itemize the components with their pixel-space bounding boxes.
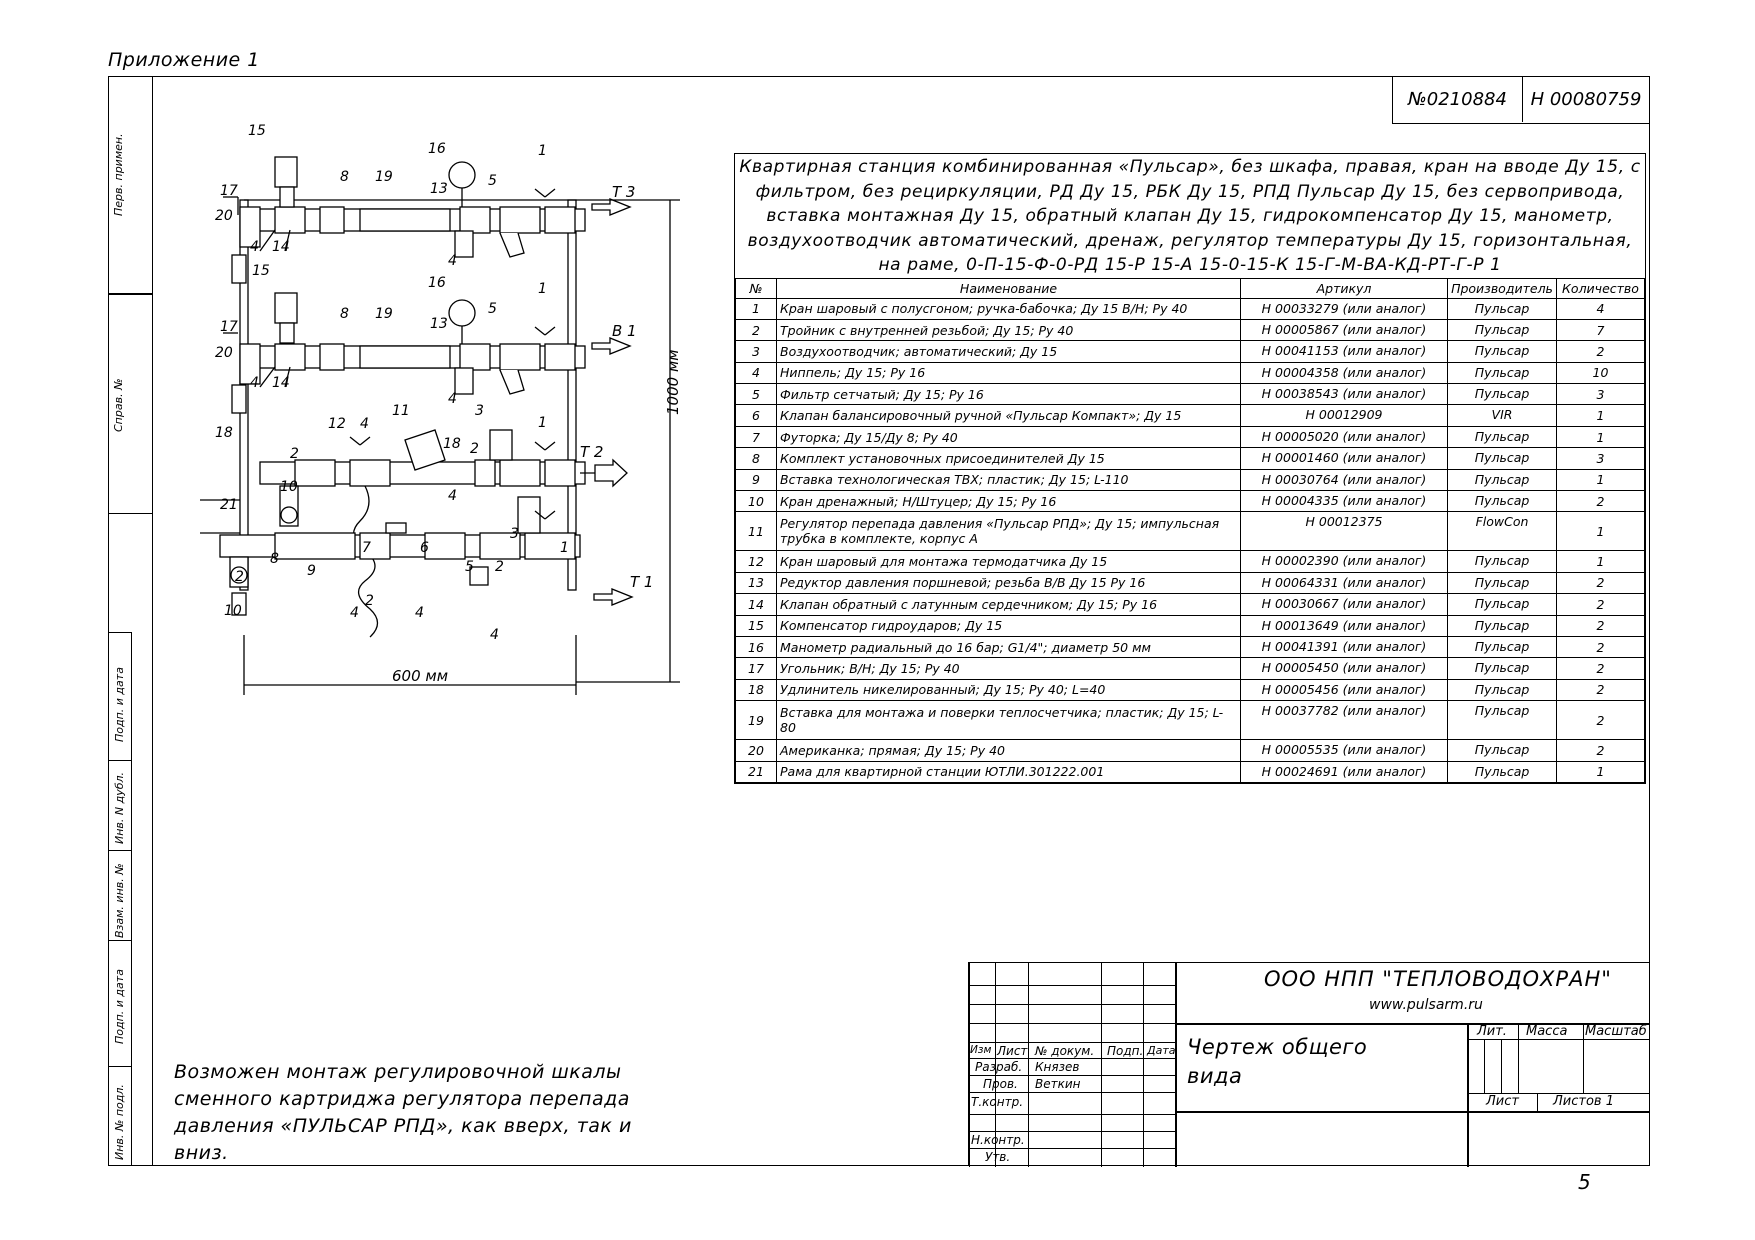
part-qty: 3 [1557, 384, 1645, 405]
part-name: Компенсатор гидроударов; Ду 15 [777, 615, 1241, 636]
table-row [736, 761, 1645, 782]
parts-table [735, 278, 1645, 783]
callout-13-a: 13 [430, 181, 448, 197]
station-drawing [200, 115, 710, 695]
flow-label-t3: Т 3 [612, 183, 636, 201]
part-article: Н 00038543 (или аналог) [1241, 384, 1448, 405]
part-name: Регулятор перепада давления «Пульсар РПД»; Ду 15; импульсная трубка в комплекте, корпус А [777, 512, 1241, 551]
row-num: 6 [736, 405, 777, 426]
part-article: Н 00005020 (или аналог) [1241, 426, 1448, 447]
callout-1-b: 1 [538, 281, 547, 297]
part-article: Н 00013649 (или аналог) [1241, 615, 1448, 636]
part-qty: 1 [1557, 469, 1645, 490]
part-article: Н 00005450 (или аналог) [1241, 658, 1448, 679]
callout-4-b: 4 [448, 253, 457, 269]
part-name: Комплект установочных присоединителей Ду 15 [777, 448, 1241, 469]
part-article: Н 00004358 (или аналог) [1241, 362, 1448, 383]
part-qty: 2 [1557, 594, 1645, 615]
list-label: Лист [1486, 1094, 1519, 1109]
callout-19-a: 19 [375, 169, 393, 185]
row-num: 17 [736, 658, 777, 679]
callout-13-b: 13 [430, 316, 448, 332]
callout-20-b: 20 [215, 345, 233, 361]
callout-4-a: 4 [250, 239, 259, 255]
part-qty: 4 [1557, 298, 1645, 319]
part-qty: 2 [1557, 572, 1645, 593]
table-row [736, 298, 1645, 319]
part-qty: 10 [1557, 362, 1645, 383]
table-row [736, 594, 1645, 615]
callout-3-a: 3 [475, 403, 484, 419]
part-qty: 2 [1557, 615, 1645, 636]
row-num: 21 [736, 761, 777, 782]
callout-7: 7 [362, 540, 371, 556]
row-num: 12 [736, 551, 777, 572]
doc-title-line2: вида [1187, 1064, 1243, 1088]
callout-4-g: 4 [448, 488, 457, 504]
part-qty: 2 [1557, 341, 1645, 362]
part-name: Рама для квартирной станции ЮТЛИ.301222.001 [777, 761, 1241, 782]
listov-label: Листов 1 [1553, 1094, 1614, 1109]
part-article: Н 00041391 (или аналог) [1241, 636, 1448, 657]
callout-18-a: 18 [215, 425, 233, 441]
table-row [736, 551, 1645, 572]
part-qty: 2 [1557, 491, 1645, 512]
col-izm: Изм [970, 1044, 992, 1056]
part-name: Вставка технологическая ТВХ; пластик; Ду 15; L-110 [777, 469, 1241, 490]
table-row [736, 384, 1645, 405]
callout-1-c: 1 [538, 415, 547, 431]
spine-label-podp2: Подп. и дата [113, 969, 126, 1044]
part-name: Удлинитель никелированный; Ду 15; Ру 40; L=40 [777, 679, 1241, 700]
part-qty: 1 [1557, 512, 1645, 551]
part-name: Вставка для монтажа и поверки теплосчетчика; пластик; Ду 15; L-80 [777, 701, 1241, 740]
row-num: 9 [736, 469, 777, 490]
part-qty: 1 [1557, 551, 1645, 572]
table-row [736, 362, 1645, 383]
part-manufacturer: Пульсар [1448, 615, 1557, 636]
col-list: Лист [997, 1044, 1028, 1058]
callout-14-b: 14 [272, 375, 290, 391]
callout-4-f: 4 [360, 416, 369, 432]
part-article: Н 00064331 (или аналог) [1241, 572, 1448, 593]
callout-2-c: 2 [495, 559, 504, 575]
row-num: 13 [736, 572, 777, 593]
part-qty: 1 [1557, 761, 1645, 782]
part-article: Н 00005535 (или аналог) [1241, 740, 1448, 761]
callout-21: 21 [220, 497, 238, 513]
part-qty: 3 [1557, 448, 1645, 469]
table-row [736, 319, 1645, 340]
part-manufacturer: Пульсар [1448, 491, 1557, 512]
part-manufacturer: Пульсар [1448, 426, 1557, 447]
callout-15-b: 15 [252, 263, 270, 279]
callout-6: 6 [420, 540, 429, 556]
callout-17-a: 17 [220, 183, 238, 199]
part-article: Н 00005867 (или аналог) [1241, 319, 1448, 340]
part-name: Ниппель; Ду 15; Ру 16 [777, 362, 1241, 383]
nkontr-label: Н.контр. [971, 1133, 1025, 1147]
row-num: 1 [736, 298, 777, 319]
part-qty: 2 [1557, 740, 1645, 761]
prov-label: Пров. [983, 1077, 1018, 1091]
callout-16-b: 16 [428, 275, 446, 291]
callout-5-b: 5 [488, 301, 497, 317]
part-manufacturer: Пульсар [1448, 469, 1557, 490]
appendix-label: Приложение 1 [108, 49, 260, 71]
col-header-article: Артикул [1241, 278, 1448, 298]
row-num: 4 [736, 362, 777, 383]
part-manufacturer: VIR [1448, 405, 1557, 426]
part-manufacturer: Пульсар [1448, 384, 1557, 405]
callout-18-b: 18 [443, 436, 461, 452]
part-qty: 7 [1557, 319, 1645, 340]
part-article: Н 00004335 (или аналог) [1241, 491, 1448, 512]
table-row [736, 740, 1645, 761]
spec-block [734, 153, 1646, 784]
part-name: Редуктор давления поршневой; резьба В/В Ду 15 Ру 16 [777, 572, 1241, 593]
stamp-code: Н 00080759 [1530, 88, 1642, 110]
flow-label-t2: Т 2 [580, 443, 604, 461]
callout-2-b: 2 [470, 441, 479, 457]
part-name: Манометр радиальный до 16 бар; G1/4"; диаметр 50 мм [777, 636, 1241, 657]
table-row [736, 636, 1645, 657]
part-manufacturer: Пульсар [1448, 740, 1557, 761]
page-number: 5 [1578, 1170, 1591, 1194]
row-num: 10 [736, 491, 777, 512]
col-docnum: № докум. [1035, 1044, 1095, 1058]
spine-label-inv-dubl: Инв. N дубл. [113, 771, 126, 844]
callout-10-a: 10 [280, 479, 298, 495]
top-stamp [1392, 76, 1650, 124]
table-header-row [736, 278, 1645, 298]
callout-4-i: 4 [415, 605, 424, 621]
part-article: Н 00005456 (или аналог) [1241, 679, 1448, 700]
callout-4-d: 4 [250, 375, 259, 391]
part-name: Кран дренажный; Н/Штуцер; Ду 15; Ру 16 [777, 491, 1241, 512]
row-num: 2 [736, 319, 777, 340]
part-manufacturer: Пульсар [1448, 362, 1557, 383]
masshtab-label: Масштаб [1585, 1024, 1647, 1039]
callout-11: 11 [392, 403, 410, 419]
prov-name: Веткин [1035, 1077, 1081, 1091]
callout-4-j: 4 [490, 627, 499, 643]
table-row [736, 701, 1645, 740]
table-row [736, 448, 1645, 469]
part-article: Н 00001460 (или аналог) [1241, 448, 1448, 469]
row-num: 8 [736, 448, 777, 469]
table-row [736, 491, 1645, 512]
part-manufacturer: Пульсар [1448, 319, 1557, 340]
part-article: Н 00024691 (или аналог) [1241, 761, 1448, 782]
spec-title: Квартирная станция комбинированная «Пульсар», без шкафа, правая, кран на вводе Ду 15, с фильтром, без рециркуляции, РД Ду 15, РБК Ду 15, РПД Пульсар Ду 15, без сервопривода, вставка монтажная Ду 15, обратный клапан Ду 15, гидрокомпенсатор Ду 15, манометр, воздухоотводчик автоматический, дренаж, регулятор температуры Ду 15, горизонтальная, на раме, 0-П-15-Ф-0-РД 15-Р 15-А 15-0-15-К 15-Г-М-ВА-КД-РТ-Г-Р 1 [739, 157, 1641, 275]
part-manufacturer: Пульсар [1448, 594, 1557, 615]
part-manufacturer: FlowCon [1448, 512, 1557, 551]
table-row [736, 469, 1645, 490]
part-name: Клапан обратный с латунным сердечником; Ду 15; Ру 16 [777, 594, 1241, 615]
row-num: 15 [736, 615, 777, 636]
callout-8-b: 8 [340, 306, 349, 322]
row-num: 11 [736, 512, 777, 551]
part-qty: 1 [1557, 405, 1645, 426]
callout-10-b: 10 [224, 603, 242, 619]
part-qty: 1 [1557, 426, 1645, 447]
part-name: Угольник; В/Н; Ду 15; Ру 40 [777, 658, 1241, 679]
spine-label-perv: Перв. примен. [112, 133, 125, 216]
row-num: 19 [736, 701, 777, 740]
part-manufacturer: Пульсар [1448, 551, 1557, 572]
part-article: Н 00030764 (или аналог) [1241, 469, 1448, 490]
callout-4-h: 4 [350, 605, 359, 621]
tkontr-label: Т.контр. [971, 1095, 1024, 1109]
part-name: Фильтр сетчатый; Ду 15; Ру 16 [777, 384, 1241, 405]
part-article: Н 00012375 [1241, 512, 1448, 551]
callout-19-b: 19 [375, 306, 393, 322]
part-manufacturer: Пульсар [1448, 341, 1557, 362]
part-name: Кран шаровый с полусгоном; ручка-бабочка; Ду 15 В/Н; Ру 40 [777, 298, 1241, 319]
part-name: Кран шаровый для монтажа термодатчика Ду 15 [777, 551, 1241, 572]
utv-label: Утв. [985, 1150, 1011, 1164]
part-manufacturer: Пульсар [1448, 701, 1557, 740]
callout-4-e: 4 [448, 391, 457, 407]
doc-title-line1: Чертеж общего [1187, 1035, 1368, 1059]
col-header-qty: Количество [1557, 278, 1645, 298]
callout-2-d: 2 [235, 569, 244, 585]
company-name: ООО НПП "ТЕПЛОВОДОХРАН" [1264, 967, 1612, 991]
massa-label: Масса [1526, 1024, 1568, 1039]
part-article: Н 00041153 (или аналог) [1241, 341, 1448, 362]
row-num: 3 [736, 341, 777, 362]
part-article: Н 00033279 (или аналог) [1241, 298, 1448, 319]
col-date: Дата [1147, 1044, 1176, 1057]
flow-label-v1: В 1 [612, 322, 637, 340]
callout-2-a: 2 [290, 446, 299, 462]
table-row [736, 426, 1645, 447]
row-num: 7 [736, 426, 777, 447]
part-article: Н 00037782 (или аналог) [1241, 701, 1448, 740]
col-podp: Подп. [1107, 1044, 1144, 1058]
part-manufacturer: Пульсар [1448, 298, 1557, 319]
part-name: Тройник с внутренней резьбой; Ду 15; Ру 40 [777, 319, 1241, 340]
part-qty: 2 [1557, 636, 1645, 657]
callout-15-a: 15 [248, 123, 266, 139]
part-qty: 2 [1557, 658, 1645, 679]
spine-label-vzam: Взам. инв. № [113, 863, 126, 938]
part-name: Футорка; Ду 15/Ду 8; Ру 40 [777, 426, 1241, 447]
callout-14-a: 14 [272, 239, 290, 255]
table-row [736, 615, 1645, 636]
part-article: Н 00002390 (или аналог) [1241, 551, 1448, 572]
callout-12: 12 [328, 416, 346, 432]
part-name: Воздухоотводчик; автоматический; Ду 15 [777, 341, 1241, 362]
callout-17-b: 17 [220, 319, 238, 335]
part-article: Н 00012909 [1241, 405, 1448, 426]
table-row [736, 341, 1645, 362]
row-num: 18 [736, 679, 777, 700]
callout-8-a: 8 [340, 169, 349, 185]
callout-3-b: 3 [510, 526, 519, 542]
part-article: Н 00030667 (или аналог) [1241, 594, 1448, 615]
callout-20-a: 20 [215, 208, 233, 224]
part-name: Американка; прямая; Ду 15; Ру 40 [777, 740, 1241, 761]
spine-label-podp1: Подп. и дата [113, 667, 126, 742]
stamp-number: №0210884 [1393, 76, 1523, 122]
row-num: 20 [736, 740, 777, 761]
razrab-label: Разраб. [975, 1060, 1023, 1074]
spine-label-inv-podl: Инв. № подл. [113, 1084, 126, 1160]
table-row [736, 405, 1645, 426]
part-manufacturer: Пульсар [1448, 572, 1557, 593]
part-manufacturer: Пульсар [1448, 658, 1557, 679]
part-qty: 2 [1557, 679, 1645, 700]
callout-1-d: 1 [560, 540, 569, 556]
part-name: Клапан балансировочный ручной «Пульсар Компакт»; Ду 15 [777, 405, 1241, 426]
table-row [736, 512, 1645, 551]
part-manufacturer: Пульсар [1448, 761, 1557, 782]
part-manufacturer: Пульсар [1448, 636, 1557, 657]
dim-height: 1000 мм [664, 349, 682, 415]
row-num: 14 [736, 594, 777, 615]
row-num: 5 [736, 384, 777, 405]
table-row [736, 572, 1645, 593]
title-block [968, 962, 1650, 1166]
row-num: 16 [736, 636, 777, 657]
company-website: www.pulsarm.ru [1369, 997, 1483, 1013]
table-row [736, 658, 1645, 679]
col-header-manufacturer: Производитель [1448, 278, 1557, 298]
installation-note: Возможен монтаж регулировочной шкалы сменного картриджа регулятора перепада давления «ПУЛЬСАР РПД», как вверх, так и вниз. [174, 1061, 632, 1164]
table-row [736, 679, 1645, 700]
col-header-num: № [736, 278, 777, 298]
callout-5-a: 5 [488, 173, 497, 189]
flow-label-t1: Т 1 [630, 573, 654, 591]
part-manufacturer: Пульсар [1448, 448, 1557, 469]
callout-16-a: 16 [428, 141, 446, 157]
spine-label-sprav: Справ. № [112, 378, 125, 432]
callout-2-e: 2 [365, 593, 374, 609]
part-manufacturer: Пульсар [1448, 679, 1557, 700]
col-header-name: Наименование [777, 278, 1241, 298]
callout-9: 9 [307, 563, 316, 579]
part-qty: 2 [1557, 701, 1645, 740]
lit-label: Лит. [1477, 1024, 1507, 1039]
razrab-name: Князев [1035, 1060, 1080, 1074]
callout-5-c: 5 [465, 559, 474, 575]
callout-8-c: 8 [270, 551, 279, 567]
dim-width: 600 мм [392, 667, 449, 685]
callout-1-a: 1 [538, 143, 547, 159]
